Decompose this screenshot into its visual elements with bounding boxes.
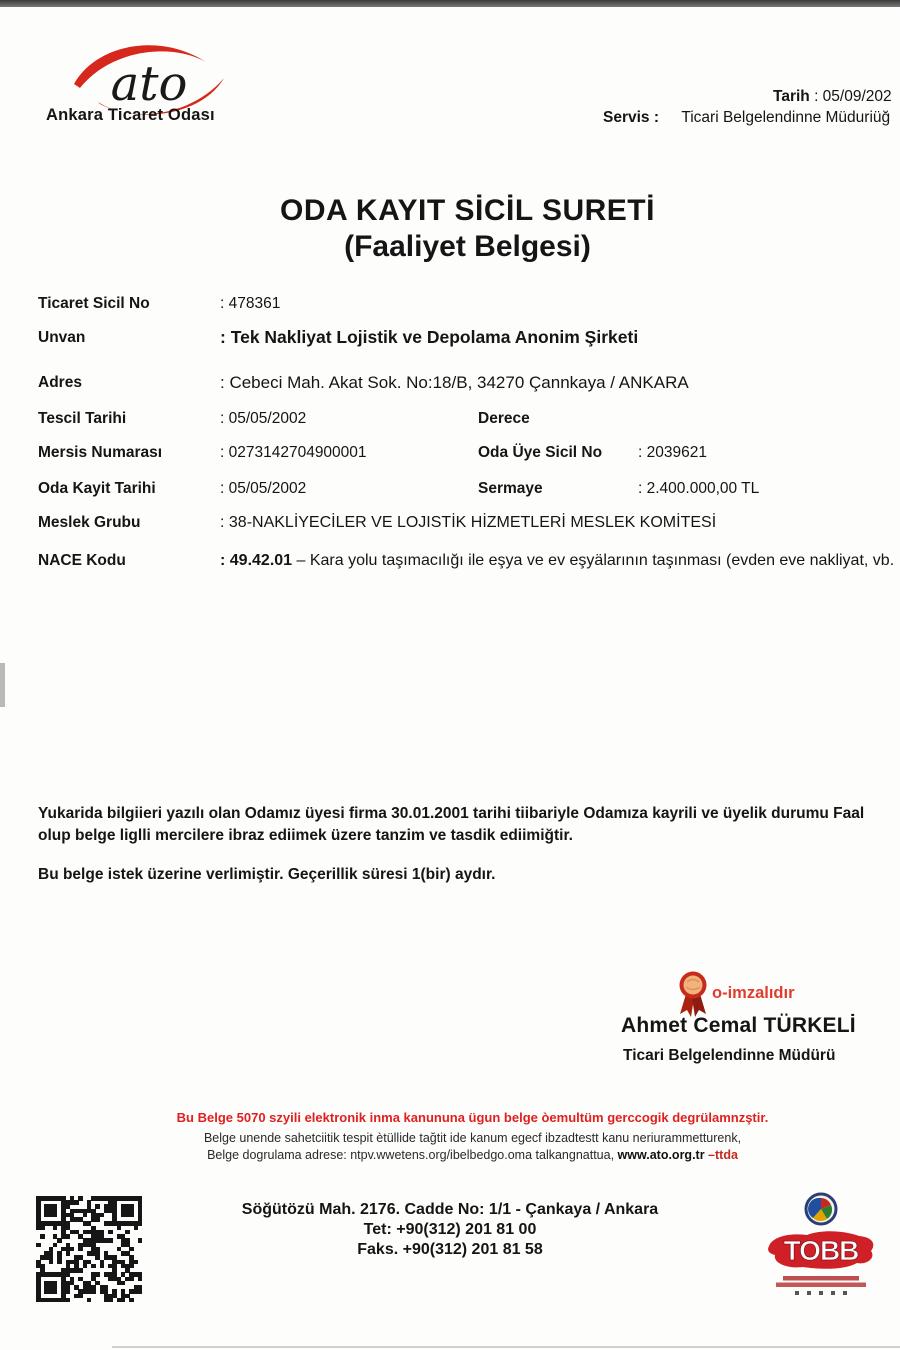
field-value-oda-uye: : 2039621 — [638, 444, 707, 461]
footer-tel: Tet: +90(312) 201 81 00 — [363, 1221, 537, 1238]
field-label-sermaye: Sermaye — [478, 480, 543, 497]
legal-notice-line2: Belge unende sahetciitik tespit ètüllide tağtit ide kanum egecf ibzadtestt kanu neriurammetturenk, — [203, 1131, 742, 1145]
field-label-oda-uye: Oda Üye Sicil No — [478, 444, 603, 461]
field-label: Adres — [38, 374, 82, 391]
scan-top-edge — [0, 0, 900, 7]
field-value: : 478361 — [220, 295, 281, 312]
field-value — [220, 552, 894, 570]
date-label: Tarih — [773, 88, 810, 105]
field-label: NACE Kodu — [38, 552, 126, 569]
field-label: Mersis Numarası — [38, 444, 163, 461]
scan-bottom-edge — [112, 1346, 900, 1348]
field-value-sermaye: : 2.400.000,00 TL — [638, 480, 760, 497]
tobb-logo — [761, 1192, 881, 1296]
e-signature-label: o-imzalıdır — [712, 984, 795, 1002]
field-label: Ticaret Sicil No — [38, 295, 150, 312]
field-value: : 38-NAKLİYECİLER VE LOJISTİK HİZMETLERİ MESLEK KOMİTESİ — [220, 514, 717, 531]
legal-notice-line3 — [40, 1148, 900, 1162]
footer-fax: Faks. +90(312) 201 81 58 — [357, 1241, 543, 1258]
field-value: : 0273142704900001 — [220, 444, 367, 461]
signatory-title: Ticari Belgelendinne Müdürü — [623, 1047, 836, 1064]
field-value: : 05/05/2002 — [220, 410, 307, 427]
footer-address-block — [10, 1200, 890, 1260]
service-label: Servis : — [603, 109, 660, 126]
document-subtitle: (Faaliyet Belgesi) — [344, 230, 591, 263]
document-title: ODA KAYIT SİCİL SURETİ — [280, 194, 655, 227]
org-name: Ankara Ticaret Odası — [46, 106, 215, 124]
date-line — [773, 88, 892, 106]
scan-edge-artifact — [0, 663, 5, 707]
statement-paragraph — [38, 803, 898, 847]
tobb-text: TOBB — [783, 1235, 859, 1266]
validity-paragraph: Bu belge istek üzerine verlimiştir. Geçerillik süresi 1(bir) aydır. — [38, 866, 496, 883]
field-value: : Tek Nakliyat Lojistik ve Depolama Anonim Şirketi — [220, 327, 639, 347]
footer-address: Söğütözü Mah. 2176. Cadde No: 1/1 - Çankaya / Ankara — [241, 1201, 659, 1218]
signatory-name: Ahmet Cemal TÜRKELİ — [621, 1014, 856, 1037]
legal-notice-red: Bu Belge 5070 szyili elektronik inma kanununa ügun belge òemultüm gerccogik degrülamnzştir. — [176, 1110, 769, 1125]
date-value: : 05/09/202 — [814, 88, 892, 105]
field-label: Tescil Tarihi — [38, 410, 127, 427]
field-label: Oda Kayit Tarihi — [38, 480, 156, 497]
statement-line-2: olup belge liglli mercilere ibraz ediimek üzere tanzim ve tasdik ediimiğtir. — [38, 827, 573, 844]
field-value: : Cebeci Mah. Akat Sok. No:18/B, 34270 Çannkaya / ANKARA — [220, 373, 689, 392]
nace-description: – Kara yolu taşımacılığı ile eşya ve ev eşyälarının taşınması (evden eve nakliyat, vb. — [292, 552, 895, 569]
verify-suffix: –ttda — [704, 1148, 738, 1162]
field-label-derece: Derece — [478, 410, 530, 427]
ato-logo-text: ato — [110, 56, 188, 112]
statement-line-1: Yukarida bilgiieri yazılı olan Odamız üyesi firma 30.01.2001 tarihi tiibariyle Odamıza kayrili ve üyelik durumu Faal — [38, 805, 865, 822]
field-label: Unvan — [38, 329, 86, 346]
nace-code: : 49.42.01 — [220, 552, 293, 569]
field-value: : 05/05/2002 — [220, 480, 307, 497]
service-line — [603, 109, 890, 127]
field-label: Meslek Grubu — [38, 514, 141, 531]
verify-address-text: Belge dogrulama adrese: ntpv.wwetens.org/ibelbedgo.oma talkangnattua, — [207, 1148, 618, 1162]
ato-website-link[interactable]: www.ato.org.tr — [617, 1148, 705, 1162]
service-value: Ticari Belgelendinne Müduriüğ — [681, 109, 891, 126]
